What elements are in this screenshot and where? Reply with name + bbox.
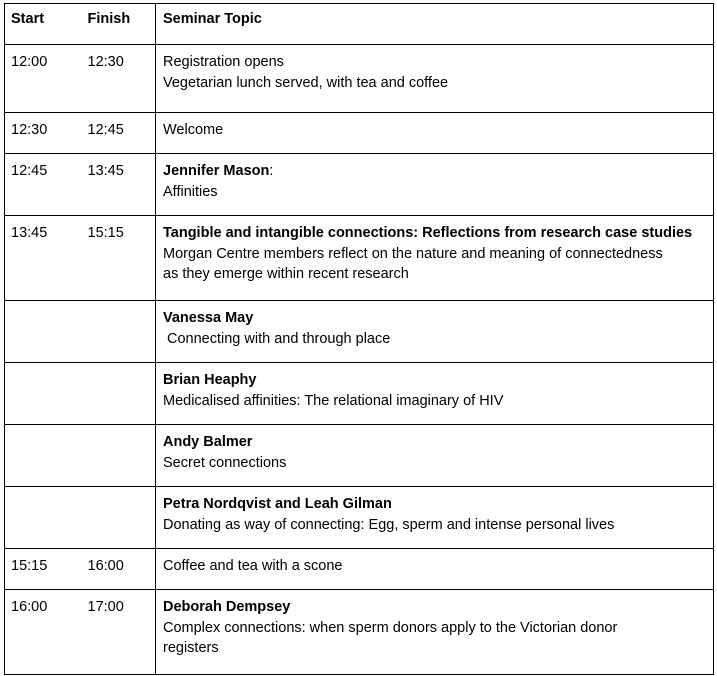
start-time	[5, 301, 81, 363]
seminar-topic-cell	[156, 363, 714, 425]
finish-time	[81, 363, 156, 425]
start-time: 15:15	[5, 549, 81, 590]
talk-title: Medicalised affinities: The relational imaginary of HIV	[163, 392, 504, 409]
start-time: 16:00	[5, 590, 81, 675]
seminar-topic-cell	[156, 216, 714, 301]
session-title: Tangible and intangible connections: Reflections from research case studies	[163, 225, 693, 241]
table-row	[5, 590, 714, 675]
speaker-name: Brian Heaphy	[163, 372, 257, 388]
talk-title: Secret connections	[163, 454, 287, 471]
table-row	[5, 363, 714, 425]
start-time	[5, 363, 81, 425]
topic-line: Welcome	[163, 122, 224, 138]
finish-time	[81, 301, 156, 363]
header-seminar-topic: Seminar Topic	[156, 4, 714, 45]
session-description: as they emerge within recent research	[163, 266, 409, 282]
table-row	[5, 487, 714, 549]
start-time	[5, 425, 81, 487]
speaker-name: Andy Balmer	[163, 434, 253, 450]
speaker-name	[163, 161, 707, 182]
speaker-name: Petra Nordqvist and Leah Gilman	[163, 496, 392, 512]
talk-title: Complex connections: when sperm donors apply to the Victorian donor	[163, 619, 618, 636]
talk-title: Donating as way of connecting: Egg, sperm and intense personal lives	[163, 516, 615, 533]
seminar-topic-cell	[156, 590, 714, 675]
table-row	[5, 216, 714, 301]
finish-time	[81, 487, 156, 549]
talk-title: registers	[163, 640, 219, 656]
finish-time: 12:45	[81, 113, 156, 154]
topic-line: Registration opens	[163, 54, 284, 70]
speaker-name-suffix: :	[269, 163, 274, 179]
finish-time: 16:00	[81, 549, 156, 590]
table-row	[5, 425, 714, 487]
table-row	[5, 301, 714, 363]
start-time: 12:00	[5, 45, 81, 113]
seminar-topic-cell	[156, 425, 714, 487]
start-time	[5, 487, 81, 549]
seminar-topic-cell	[156, 487, 714, 549]
talk-title: Connecting with and through place	[167, 330, 391, 347]
talk-title: Affinities	[163, 183, 218, 200]
finish-time	[81, 425, 156, 487]
session-description: Morgan Centre members reflect on the nature and meaning of connectedness	[163, 245, 663, 262]
speaker-name-text: Jennifer Mason	[163, 163, 270, 179]
table-row	[5, 154, 714, 216]
finish-time: 13:45	[81, 154, 156, 216]
finish-time: 12:30	[81, 45, 156, 113]
finish-time: 17:00	[81, 590, 156, 675]
seminar-topic-cell	[156, 549, 714, 590]
seminar-topic-cell	[156, 301, 714, 363]
start-time: 12:45	[5, 154, 81, 216]
topic-line: Vegetarian lunch served, with tea and coffee	[163, 74, 449, 91]
seminar-topic-cell	[156, 113, 714, 154]
header-finish: Finish	[81, 4, 156, 45]
speaker-name: Vanessa May	[163, 310, 254, 326]
start-time: 12:30	[5, 113, 81, 154]
topic-line: Coffee and tea with a scone	[163, 558, 343, 574]
header-start: Start	[5, 4, 81, 45]
seminar-topic-cell	[156, 154, 714, 216]
table-row	[5, 549, 714, 590]
speaker-name: Deborah Dempsey	[163, 599, 291, 615]
finish-time: 15:15	[81, 216, 156, 301]
table-row	[5, 45, 714, 113]
start-time: 13:45	[5, 216, 81, 301]
seminar-topic-cell	[156, 45, 714, 113]
seminar-schedule-table	[4, 3, 714, 675]
table-row	[5, 113, 714, 154]
header-row	[5, 4, 714, 45]
